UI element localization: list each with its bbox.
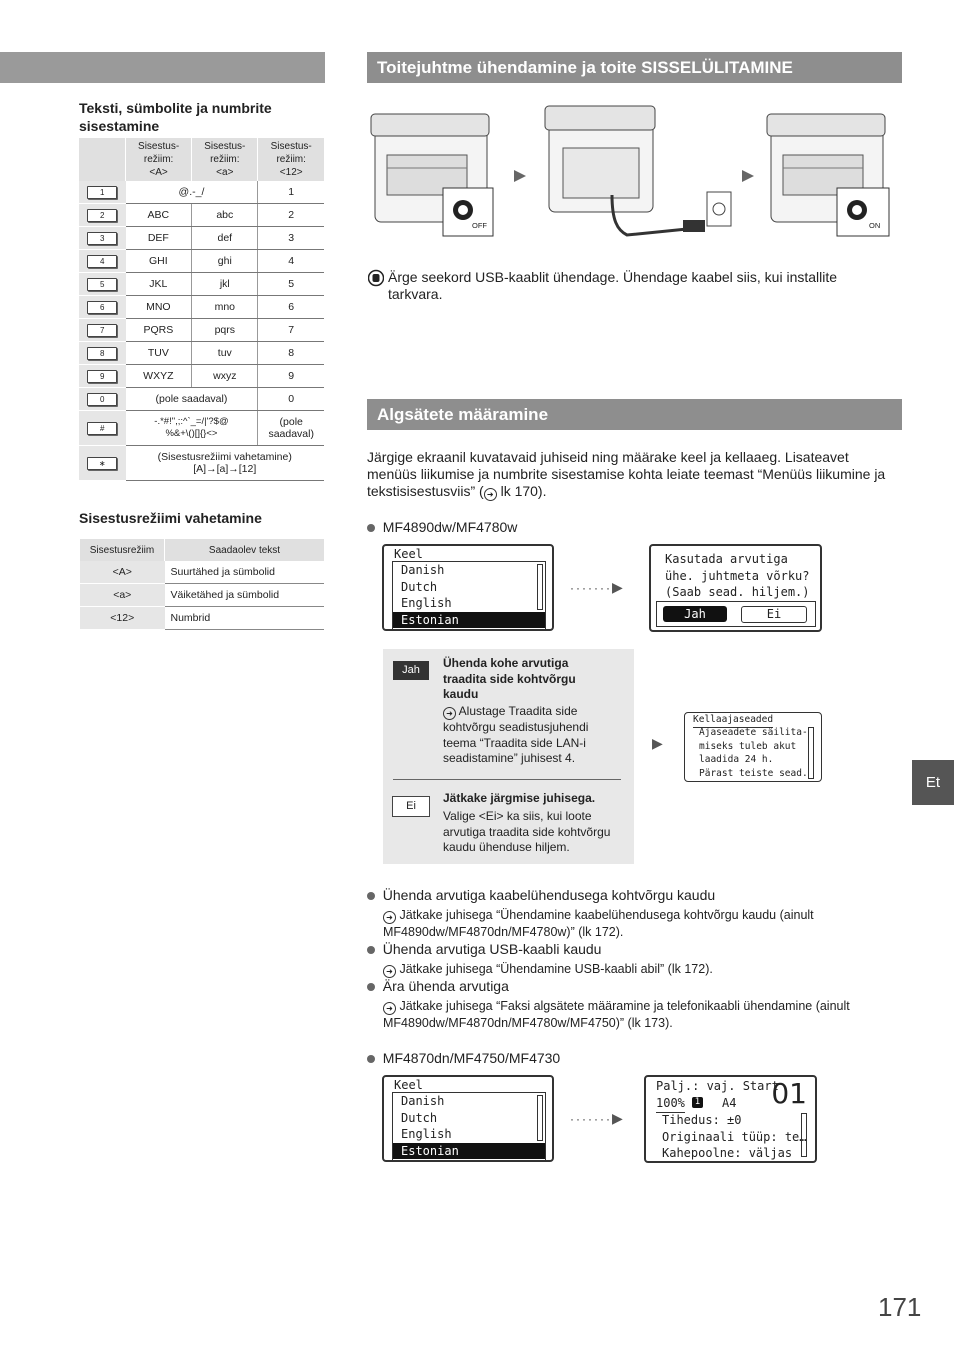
lcd-line: Ajaseadete säilita- bbox=[699, 727, 808, 738]
mode-12-cell: 0 bbox=[258, 388, 324, 411]
mode-a-cell: wxyz bbox=[192, 365, 258, 388]
page-number: 171 bbox=[878, 1292, 922, 1322]
yes-button[interactable]: Jah bbox=[663, 606, 727, 622]
mode-a-cell: tuv bbox=[192, 342, 258, 365]
lcd-line[interactable]: Kahepoolne: väljas bbox=[662, 1146, 793, 1160]
key-table-row bbox=[79, 365, 324, 388]
key-table-row bbox=[79, 250, 324, 273]
mode-A-cell: (pole saadaval) bbox=[126, 388, 258, 411]
lcd-wireless-text bbox=[665, 551, 810, 601]
hand-stop-icon bbox=[368, 269, 384, 287]
mode-a-cell: ghi bbox=[192, 250, 258, 273]
mode-12-cell: 6 bbox=[258, 296, 324, 319]
lcd-line: ühe. juhtmeta võrku? bbox=[665, 568, 810, 583]
printer-on-illustration bbox=[767, 114, 889, 236]
mode-12-cell: 2 bbox=[258, 204, 324, 227]
heading-mode-switch: Sisestusrežiimi vahetamine bbox=[79, 510, 262, 526]
bullet-text: Jätkake juhisega “Ühendamine USB-kaabli abil” (lk 172). bbox=[399, 962, 713, 976]
bullet-item bbox=[367, 941, 867, 978]
mode-12-header: Sisestus- režiim: <12> bbox=[258, 138, 324, 181]
go-arrow-icon: ➜ bbox=[383, 911, 396, 924]
lcd-title: Keel bbox=[394, 547, 423, 561]
mode-a-cell: abc bbox=[192, 204, 258, 227]
key-2-icon: 2 bbox=[87, 209, 117, 222]
off-label: OFF bbox=[472, 221, 487, 230]
key-7-icon: 7 bbox=[87, 324, 117, 337]
power-illustration bbox=[367, 100, 902, 240]
star-key-icon: ∗ bbox=[87, 457, 117, 470]
mode-12-cell: 8 bbox=[258, 342, 324, 365]
lcd-item[interactable]: Dutch bbox=[401, 579, 438, 594]
lcd-copies: 01 bbox=[771, 1077, 807, 1110]
jah-title: Ühenda kohe arvutiga traadita side kohtvõrgu kaudu bbox=[443, 656, 576, 701]
bullet-text-block bbox=[383, 998, 853, 1031]
lcd-item[interactable]: Danish bbox=[401, 1094, 445, 1108]
key-table-row bbox=[79, 273, 324, 296]
key-cell bbox=[79, 388, 126, 411]
key-table-row bbox=[79, 388, 324, 411]
section-initial-settings-title: Algsätete määramine bbox=[367, 399, 902, 430]
mode-table bbox=[80, 539, 324, 630]
mode-A-cell: GHI bbox=[126, 250, 192, 273]
key-table-row bbox=[79, 296, 324, 319]
usb-note: Ärge seekord USB-kaablit ühendage. Ühendage kaabel siis, kui installite tarkvara. bbox=[388, 269, 838, 302]
mode-cell: <A> bbox=[80, 561, 165, 584]
key-table-row bbox=[79, 227, 324, 250]
lcd-language-screen-2 bbox=[382, 1075, 554, 1162]
lcd-line: (Saab sead. hiljem.) bbox=[665, 585, 810, 599]
ei-tag: Ei bbox=[392, 796, 430, 817]
available-text-cell: Suurtähed ja sümbolid bbox=[165, 561, 325, 584]
key-8-icon: 8 bbox=[87, 347, 117, 360]
mode-a-cell: def bbox=[192, 227, 258, 250]
lcd-scrollbar bbox=[537, 1095, 543, 1141]
bullet-text-block bbox=[383, 961, 867, 978]
bullet-icon bbox=[367, 1055, 375, 1063]
available-text-cell: Väiketähed ja sümbolid bbox=[165, 584, 325, 607]
key-table-row bbox=[79, 181, 324, 204]
lcd-item-selected[interactable]: Estonian bbox=[393, 1143, 545, 1160]
key-5-icon: 5 bbox=[87, 278, 117, 291]
go-arrow-icon: ➜ bbox=[484, 488, 497, 501]
mode-a-cell: pqrs bbox=[192, 319, 258, 342]
lcd-home-line1: Palj.: vaj. Start bbox=[656, 1079, 779, 1093]
available-text-cell: Numbrid bbox=[165, 607, 325, 630]
model2-label bbox=[367, 1050, 560, 1067]
ei-text: Valige <Ei> ka siis, kui loote arvutiga traadita side kohtvõrgu kaudu ühenduse hiljem. bbox=[443, 809, 611, 854]
hash-symbols: -.*#!",;:^`_=/|'?$@ %&+\()[]{}<> bbox=[126, 411, 258, 446]
bullet-title: Ühenda arvutiga kaabelühendusega kohtvõrgu kaudu bbox=[382, 887, 716, 903]
mode-col-header: Sisestusrežiim bbox=[80, 539, 165, 561]
jah-text-block bbox=[443, 704, 615, 767]
lcd-language-screen bbox=[382, 544, 554, 631]
key-0-icon: 0 bbox=[87, 393, 117, 406]
key-cell bbox=[79, 319, 126, 342]
lcd-paper: A4 bbox=[722, 1096, 737, 1110]
mode-A-header: Sisestus- režiim: <A> bbox=[126, 138, 192, 181]
key-cell bbox=[79, 181, 126, 204]
on-label: ON bbox=[869, 221, 881, 230]
lcd-list bbox=[392, 1092, 546, 1161]
lcd-item[interactable]: Dutch bbox=[401, 1110, 438, 1125]
language-tab[interactable]: Et bbox=[912, 760, 954, 805]
bullet-icon bbox=[367, 892, 375, 900]
lcd-line[interactable]: Tihedus: ±0 bbox=[662, 1113, 742, 1127]
mode-12-cell: 9 bbox=[258, 365, 324, 388]
ei-title: Jätkake järgmise juhisega. bbox=[443, 791, 596, 805]
mode-table-row bbox=[80, 561, 324, 584]
model1-text: MF4890dw/MF4780w bbox=[382, 519, 518, 535]
lcd-home-screen bbox=[644, 1075, 817, 1163]
lcd-choice-box bbox=[656, 601, 816, 627]
key-4-icon: 4 bbox=[87, 255, 117, 268]
bullet-icon bbox=[367, 983, 375, 991]
mode-A-cell: WXYZ bbox=[126, 365, 192, 388]
bullet-text: Jätkake juhisega “Ühendamine kaabelühendusega kohtvõrgu kaudu (ainult MF4890dw/MF4870dn/MF4780w)” (lk 172). bbox=[383, 908, 814, 939]
key-cell bbox=[79, 204, 126, 227]
lcd-scrollbar bbox=[808, 727, 814, 779]
mode-a-cell: mno bbox=[192, 296, 258, 319]
bullet-text: Jätkake juhisega “Faksi algsätete määramine ja telefonikaabli ühendamine (ainult MF4890dw/MF4870dn/MF4780w/MF4750)” (lk 173). bbox=[383, 999, 850, 1030]
lcd-zoom: 100% bbox=[656, 1095, 685, 1113]
lcd-line: Kasutada arvutiga bbox=[665, 552, 788, 566]
key-cell bbox=[79, 365, 126, 388]
mode-12-cell: 1 bbox=[258, 181, 324, 204]
key-cell bbox=[79, 273, 126, 296]
lcd-clock-screen bbox=[684, 712, 822, 782]
mode-12-cell: 3 bbox=[258, 227, 324, 250]
intro-page-ref: lk 170). bbox=[496, 483, 547, 499]
key-table bbox=[79, 138, 324, 481]
mode-12-cell: 5 bbox=[258, 273, 324, 296]
bullet-item bbox=[367, 978, 867, 1031]
go-arrow-icon: ➜ bbox=[443, 707, 456, 720]
key-cell bbox=[79, 296, 126, 319]
bullet-item bbox=[367, 887, 867, 941]
lcd-line[interactable]: Originaali tüüp: te… bbox=[662, 1129, 807, 1144]
lcd-item[interactable]: English bbox=[401, 1127, 452, 1141]
jah-tag: Jah bbox=[393, 661, 429, 680]
divider bbox=[393, 779, 621, 780]
lcd-line: Pärast teiste sead. bbox=[699, 767, 808, 779]
mode-cell: <12> bbox=[80, 607, 165, 630]
key-3-icon: 3 bbox=[87, 232, 117, 245]
lcd-home-settings bbox=[662, 1112, 807, 1162]
lcd-item-selected[interactable]: Estonian bbox=[393, 612, 545, 629]
key-table-row bbox=[79, 342, 324, 365]
mode-a-header: Sisestus- režiim: <a> bbox=[192, 138, 258, 181]
arrow-3-icon: ▶ bbox=[652, 735, 663, 751]
printer-back-illustration bbox=[545, 106, 731, 235]
lcd-scrollbar bbox=[801, 1113, 807, 1157]
lcd-item[interactable]: Danish bbox=[401, 563, 445, 577]
lcd-title: Keel bbox=[394, 1078, 423, 1092]
key-6-icon: 6 bbox=[87, 301, 117, 314]
section-power-title: Toitejuhtme ühendamine ja toite SISSELÜLITAMINE bbox=[367, 52, 902, 83]
mode-A-cell: JKL bbox=[126, 273, 192, 296]
intro-text: Järgige ekraanil kuvatavaid juhiseid ning määrake keel ja kellaaeg. Lisateavet menüüs liikumise ja numbrite sisestamise kohta leiate teemast “Menüüs liikumine ja tekstisisestusviis” ( bbox=[367, 449, 886, 499]
bullet-icon bbox=[367, 946, 375, 954]
jah-text: Alustage Traadita side kohtvõrgu seadistusjuhendi teema “Traadita side LAN-i seadistamine” juhisest 4. bbox=[443, 704, 589, 765]
bullet-text-block bbox=[383, 907, 845, 940]
intro-paragraph bbox=[367, 449, 902, 501]
lcd-line: miseks tuleb akut bbox=[699, 740, 797, 752]
hash-numeric: (pole saadaval) bbox=[258, 411, 324, 446]
key-table-row bbox=[79, 204, 324, 227]
mode-a-cell: jkl bbox=[192, 273, 258, 296]
mode-cell: <a> bbox=[80, 584, 165, 607]
key-cell bbox=[79, 227, 126, 250]
bullet-icon bbox=[367, 524, 375, 532]
dotted-arrow-2: ·······▶ bbox=[570, 1110, 625, 1126]
mode-table-row bbox=[80, 584, 324, 607]
mode-12-cell: 4 bbox=[258, 250, 324, 273]
printer-off-illustration bbox=[371, 114, 493, 236]
text-col-header: Saadaolev tekst bbox=[165, 539, 325, 561]
arrow-2-icon bbox=[742, 170, 754, 182]
key-table-row bbox=[79, 319, 324, 342]
bullet-title: Ühenda arvutiga USB-kaabli kaudu bbox=[382, 941, 602, 957]
key-col-header bbox=[79, 138, 126, 181]
mode-A-cell: ABC bbox=[126, 204, 192, 227]
mode-A-cell: TUV bbox=[126, 342, 192, 365]
mode-table-row bbox=[80, 607, 324, 630]
arrow-1-icon bbox=[514, 170, 526, 182]
lcd-scrollbar bbox=[537, 564, 543, 610]
key-cell bbox=[79, 342, 126, 365]
lcd-clock-text bbox=[699, 726, 808, 780]
lcd-wireless-screen bbox=[649, 544, 822, 632]
key-cell bbox=[79, 250, 126, 273]
star-mode-switch: (Sisestusrežiimi vahetamine) [A]→[a]→[12] bbox=[126, 446, 325, 481]
no-button[interactable]: Ei bbox=[741, 606, 807, 623]
hash-key-icon: # bbox=[87, 422, 117, 435]
mode-A-cell: DEF bbox=[126, 227, 192, 250]
model1-label bbox=[367, 519, 517, 536]
mode-A-cell: MNO bbox=[126, 296, 192, 319]
mode-12-cell: 7 bbox=[258, 319, 324, 342]
choice-panel bbox=[383, 649, 634, 864]
tray-icon: 1 bbox=[692, 1097, 703, 1108]
mode-A-cell: PQRS bbox=[126, 319, 192, 342]
key-1-icon: 1 bbox=[87, 186, 117, 199]
lcd-title: Kellaajaseaded bbox=[693, 713, 773, 728]
model2-text: MF4870dn/MF4750/MF4730 bbox=[382, 1050, 561, 1066]
lcd-item[interactable]: English bbox=[401, 596, 452, 610]
lcd-list bbox=[392, 561, 546, 630]
bullet-title: Ära ühenda arvutiga bbox=[382, 978, 509, 994]
go-arrow-icon: ➜ bbox=[383, 1002, 396, 1015]
mode-A-cell: @.-_/ bbox=[126, 181, 258, 204]
heading-text-input: Teksti, sümbolite ja numbrite sisestamine bbox=[79, 100, 272, 134]
dotted-arrow-1: ·······▶ bbox=[570, 579, 625, 595]
left-header-bar bbox=[0, 52, 325, 83]
go-arrow-icon: ➜ bbox=[383, 965, 396, 978]
lcd-line: laadida 24 h. bbox=[699, 754, 774, 765]
bullet-list bbox=[367, 887, 867, 1031]
key-9-icon: 9 bbox=[87, 370, 117, 383]
